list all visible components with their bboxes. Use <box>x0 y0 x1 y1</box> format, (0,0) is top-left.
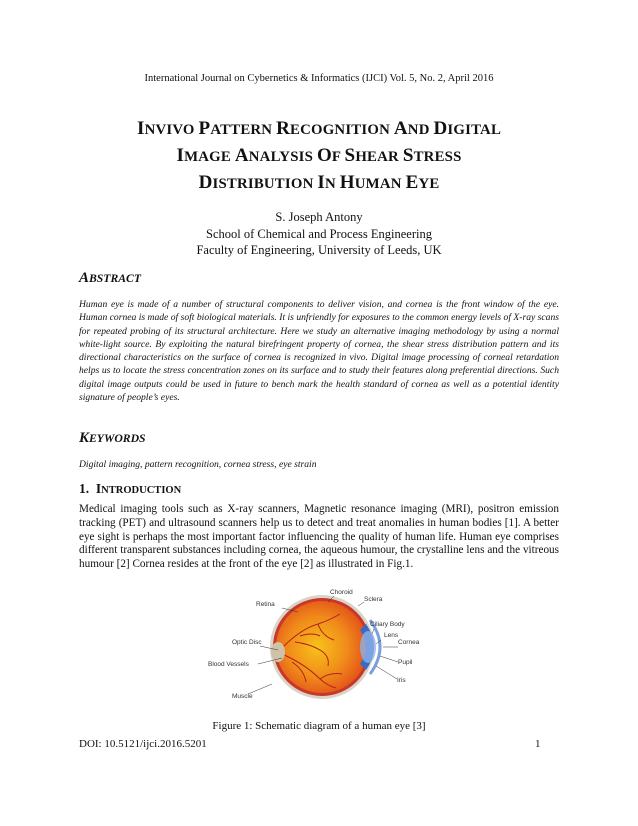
lens-shape <box>360 631 376 663</box>
running-header: International Journal on Cybernetics & Informatics (IJCI) Vol. 5, No. 2, April 2016 <box>144 73 494 84</box>
footer-doi: DOI: 10.5121/ijci.2016.5201 <box>79 738 207 750</box>
eye-diagram <box>200 584 440 708</box>
title-line-3: DISTRIBUTION IN HUMAN EYE <box>198 172 440 193</box>
label-muscle: Muscle <box>232 693 253 700</box>
keywords-heading: KEYWORDS <box>79 430 146 446</box>
label-cornea: Cornea <box>398 639 420 646</box>
label-iris: Iris <box>397 677 406 684</box>
author-affiliation: School of Chemical and Process Engineering <box>206 226 432 241</box>
abstract-heading: ABSTRACT <box>79 270 141 286</box>
abstract-text: Human eye is made of a number of structural components to deliver vision, and cornea is the front window of the eye. Human cornea is made of soft biological materials. It is unfriendly for exposures to the common energy levels of X-ray scans for repeated probing of its structural architecture. Here we study an alternative imaging methodology by using a normal white-light source. By exploiting the natural birefringent property of cornea, the shear stress distribution pattern and its directional characteristics on the surface of cornea is recognized in vivo. Digital image processing of corneal retardation helps us to locate the stress concentration zones on its surface and to study their features along preferential directions. Such digital image outputs could be used in future to bench mark the health standard of cornea as well as a potential identity signature of people’s eyes. <box>79 299 559 404</box>
label-lens: Lens <box>384 632 399 639</box>
page-number: 1 <box>535 738 541 750</box>
label-retina: Retina <box>256 601 275 608</box>
title-line-2: IMAGE ANALYSIS OF SHEAR STRESS <box>176 145 462 166</box>
author-affiliation: Faculty of Engineering, University of Leeds, UK <box>196 243 442 257</box>
label-choroid: Choroid <box>330 589 353 596</box>
vitreous-shape <box>276 601 368 693</box>
introduction-heading: 1. INTRODUCTION <box>79 481 182 496</box>
label-optic-disc: Optic Disc <box>232 639 262 646</box>
label-pupil: Pupil <box>398 659 413 666</box>
figure-caption: Figure 1: Schematic diagram of a human eye [3] <box>212 720 426 732</box>
label-ciliary-body: Ciliary Body <box>370 621 405 628</box>
author-name: S. Joseph Antony <box>275 210 363 224</box>
label-sclera: Sclera <box>364 596 383 603</box>
label-blood-vessels: Blood Vessels <box>208 661 249 668</box>
introduction-text: Medical imaging tools such as X-ray scanners, Magnetic resonance imaging (MRI), positron emission tracking (PET) and ultrasound scanners help us to detect and treat anomalies in human bodies [1]. A better eye sight is perhaps the most important factor influencing the quality of human life. Human eye comprises different transparent substances including cornea, the aqueous humour, the crystalline lens and the vitreous humour [2] Cornea resides at the front of the eye [2] as illustrated in Fig.1. <box>79 503 559 571</box>
title-line-1: INVIVO PATTERN RECOGNITION AND DIGITAL <box>136 118 502 139</box>
keywords-text: Digital imaging, pattern recognition, cornea stress, eye strain <box>79 459 317 470</box>
author-block <box>0 209 638 259</box>
